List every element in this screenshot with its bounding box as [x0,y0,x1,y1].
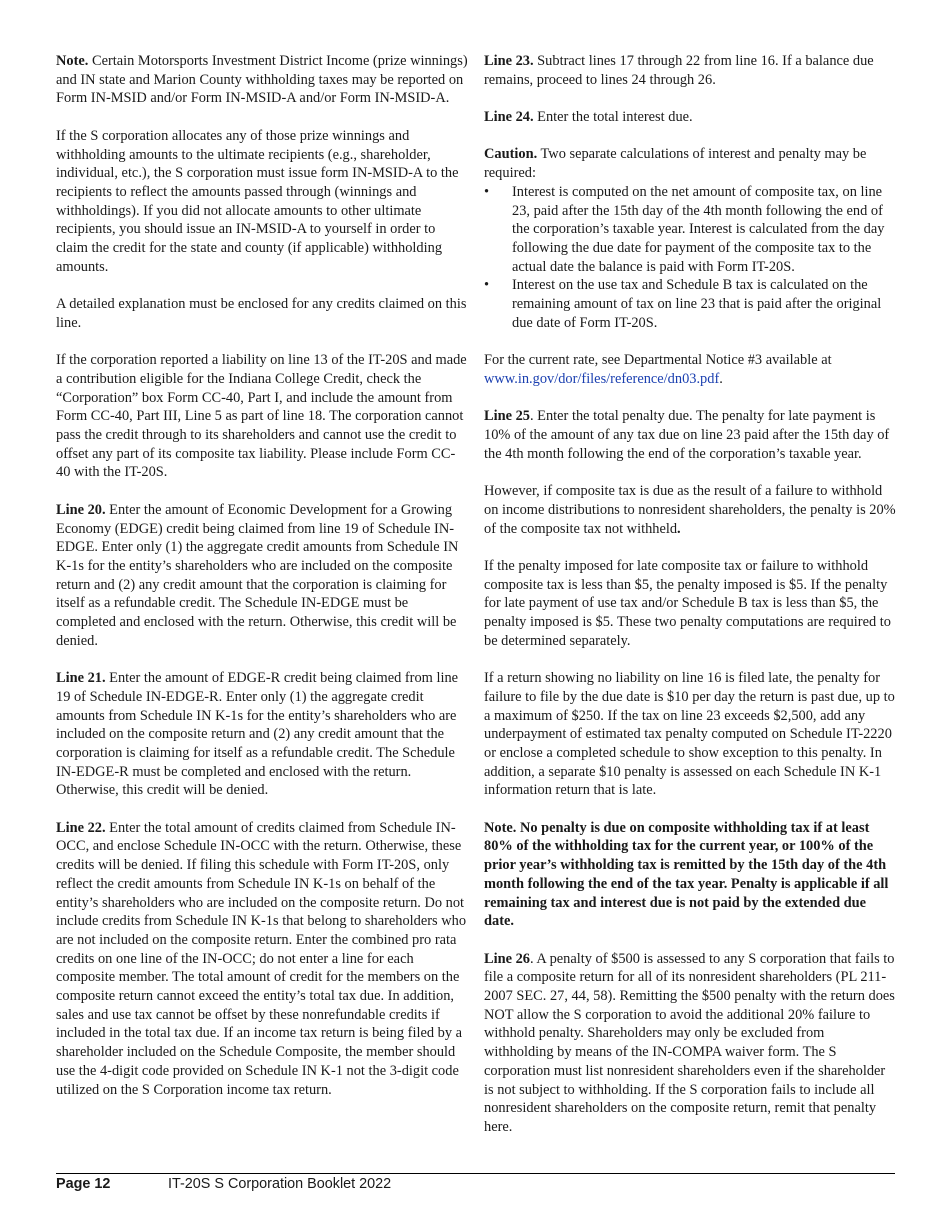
caution-label: Caution. [484,146,538,163]
line-25-text: . Enter the total penalty due. The penalty for late payment is 10% of the amount of any tax due on line 23 paid after the 15th day of the 4th month following the end of the corporation’s taxable year. [484,408,890,462]
left-column [56,52,468,1118]
bullet-text: Interest on the use tax and Schedule B tax is calculated on the remaining amount of tax on line 23 that is paid after the original due date of Form IT-20S. [512,277,882,331]
bullet-icon: • [484,277,490,294]
note-paragraph [56,52,468,108]
line-23-text: Subtract lines 17 through 22 from line 16. If a balance due remains, proceed to lines 24 through 26. [484,53,874,88]
caution-paragraph [484,145,896,182]
page-number: Page 12 [56,1176,111,1192]
note-text: Certain Motorsports Investment District Income (prize winnings) and IN state and Marion County withholding taxes may be reported on Form IN-MSID and/or Form IN-MSID-A and/or Form IN-MSID-A. [56,53,468,107]
college-credit-paragraph: If the corporation reported a liability on line 13 of the IT-20S and made a contribution eligible for the Indiana College Credit, check the “Corporation” box Form CC-40, Part I, and include the amount from Form CC-40, Part III, Line 5 as part of line 18. The corporation cannot pass the credit through to its shareholders and cannot use the credit to offset any part of its composite tax liability. Please include Form CC-40 with the IT-20S. [56,352,467,481]
line-21-label: Line 21. [56,670,106,687]
rate-end: . [719,370,723,387]
bullet-item [484,276,896,332]
explanation-paragraph: A detailed explanation must be enclosed for any credits claimed on this line. [56,296,467,331]
line-25-paragraph [484,407,896,463]
note-label: Note. [56,53,89,69]
line-26-paragraph [484,950,896,1137]
booklet-title: IT-20S S Corporation Booklet 2022 [168,1176,392,1192]
line-22-text: Enter the total amount of credits claimed from Schedule IN-OCC, and enclose Schedule IN-OCC with the return. Otherwise, these credits will be denied. If filing this schedule with Form IT-20S, only reflect the credit amounts from Schedule IN K-1s on behalf of the entity’s shareholders who are included on the composite return. Do not include credits from Schedule IN K-1s that belong to shareholders who are not included on the composite return. Enter the combined pro rata credits on one line of the IN-OCC; do not enter a line for each composite member. The total amount of credit for the members on the composite return cannot exceed the entity’s total tax due. In addition, sales and use tax cannot be offset by these nonrefundable credits if included in the total tax due. If an income tax return is being filed by a shareholder included on the Schedule Composite, the member should use the 4-digit code provided on Schedule IN K-1 not the 3-digit code utilized on the S Corporation income tax return. [56,819,467,1098]
rate-paragraph [484,351,896,388]
composite-penalty-end: . [677,520,681,537]
line-20-paragraph [56,501,468,651]
line-23-paragraph [484,52,896,89]
bullet-text: Interest is computed on the net amount of composite tax, on line 23, paid after the 15th day of the 4th month following the end of the corporation’s taxable year. Interest is calculated from the day following the due date for payment of the composite tax to the actual date the balance is paid with Form IT-20S. [512,183,885,275]
composite-penalty-paragraph [484,482,896,538]
no-liability-paragraph: If a return showing no liability on line 16 is filed late, the penalty for failure to file by the due date is $10 per day the return is past due, up to a maximum of $250. If the tax on line 23 exceeds $2,500, add any underpayment of estimated tax penalty computed on Schedule IT-2220 or enclose a completed schedule to show exception to this penalty. In addition, a separate $10 penalty is assessed on each Schedule IN K-1 information return that is late. [484,670,895,799]
line-20-text: Enter the amount of Economic Development for a Growing Economy (EDGE) credit being claimed from line 19 of Schedule IN-EDGE. Enter only (1) the aggregate credit amounts from Schedule IN K-1s for the entity’s shareholders who are included on the composite return and (2) any credit amount that the corporation is claiming for itself as a refundable credit. The Schedule IN-EDGE must be completed and enclosed with the return. Otherwise, this credit will be denied. [56,501,459,649]
right-column [484,52,896,1155]
line-22-label: Line 22. [56,819,106,836]
line-20-label: Line 20. [56,501,106,518]
line-26-label: Line 26 [484,950,530,967]
line-24-label: Line 24. [484,109,534,126]
line-26-text: . A penalty of $500 is assessed to any S corporation that fails to file a composite return for all of its nonresident shareholders (PL 211-2007 SEC. 27, 44, 58). Remitting the $500 penalty with the return does NOT allow the S corporation to avoid the additional 20% failure to withhold penalty. Shareholders may only be excluded from withholding by means of the IN-COMPA waiver form. The S corporation must list nonresident shareholders even if the shareholder is not subject to withholding. If the S corporation fails to include all nonresident shareholders on the composite return, remit that penalty here. [484,950,895,1135]
footer-divider [56,1173,895,1174]
caution-text: Two separate calculations of interest and penalty may be required: [484,146,867,182]
line-25-label: Line 25 [484,408,530,425]
rate-text: For the current rate, see Departmental Notice #3 available at [484,352,832,369]
dn03-link[interactable]: www.in.gov/dor/files/reference/dn03.pdf [484,370,720,387]
interest-bullet-list [484,183,896,333]
bullet-icon: • [484,183,490,200]
line-21-text: Enter the amount of EDGE-R credit being claimed from line 19 of Schedule IN-EDGE-R. Enter only (1) the aggregate credit amounts from Schedule IN K-1s for the entity’s shareholders who are included on the composite return and (2) any credit amount that the corporation is claiming for itself as a refundable credit. The Schedule IN-EDGE-R must be completed and enclosed with the return. Otherwise, this credit will be denied. [56,670,459,799]
line-24-paragraph [484,108,896,127]
line-22-paragraph [56,819,468,1100]
bullet-item [484,183,896,277]
allocation-paragraph: If the S corporation allocates any of those prize winnings and withholding amounts to the ultimate recipients (e.g., shareholder, individual, etc.), the S corporation must issue form IN-MSID-A to the recipients to reflect the amounts passed through (winnings and withholdings). If you did not allocate amounts to other ultimate recipients, you should issue an IN-MSID-A to yourself in order to claim the credit for the state and county (if applicable) withholding amounts. [56,127,459,275]
line-23-label: Line 23. [484,53,534,69]
line-24-text: Enter the total interest due. [533,109,693,126]
line-21-paragraph [56,669,468,800]
composite-penalty-text: However, if composite tax is due as the result of a failure to withhold on income distributions to nonresident shareholders, the penalty is 20% of the composite tax not withheld [484,483,896,537]
minimum-penalty-paragraph: If the penalty imposed for late composite tax or failure to withhold composite tax is less than $5, the penalty imposed is $5. If the penalty for late payment of use tax and/or Schedule B tax is less than $5, the penalty imposed is $5. These two penalty computations are required to be determined separately. [484,557,891,649]
penalty-note-paragraph: Note. No penalty is due on composite withholding tax if at least 80% of the withholding tax for the current year, or 100% of the prior year’s withholding tax is remitted by the 15th day of the 4th month following the end of the tax year. Penalty is applicable if all remaining tax and interest due is not paid by the extended due date. [484,819,889,930]
